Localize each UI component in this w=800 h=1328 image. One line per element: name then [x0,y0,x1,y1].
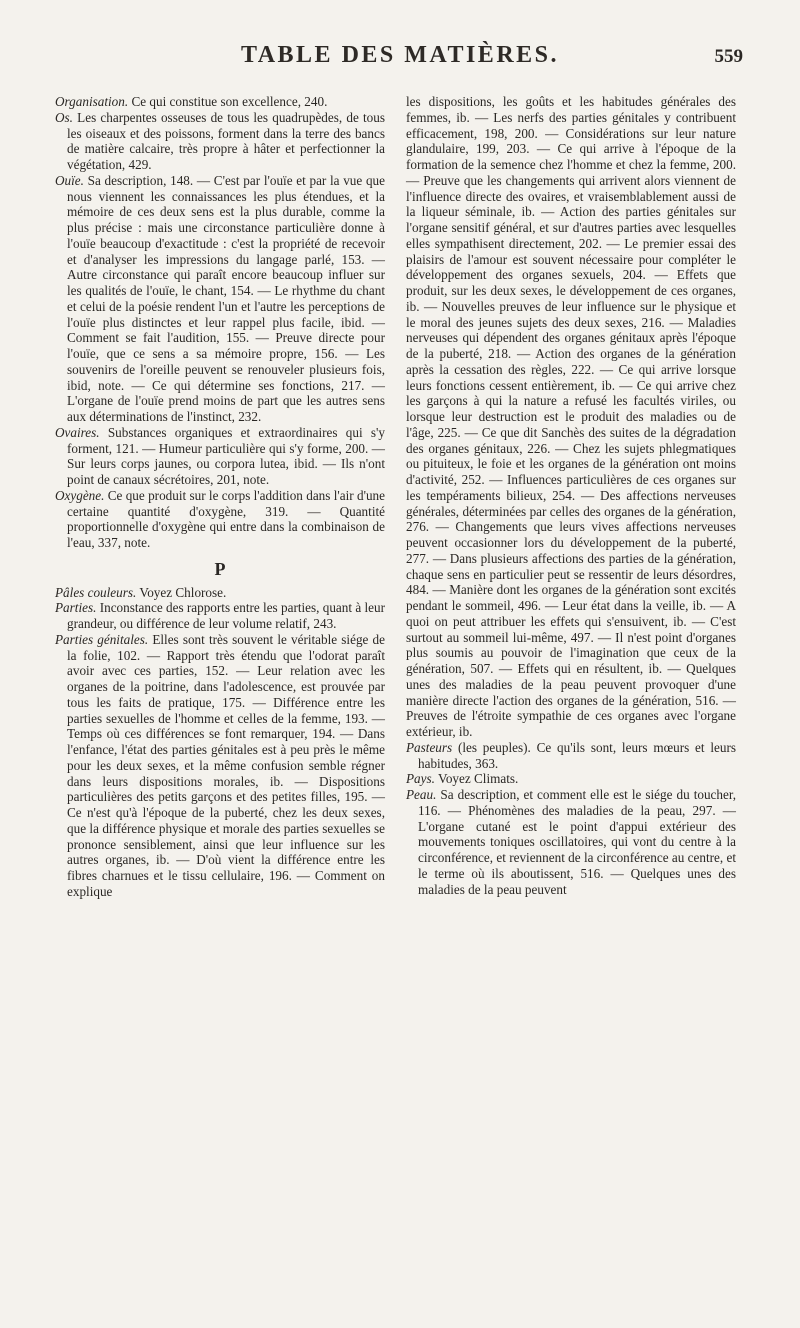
index-entry [406,787,736,897]
page-number: 559 [714,46,743,67]
entry-heading: Peau. [406,787,437,802]
index-entry [55,94,385,110]
index-entry [55,488,385,551]
index-entry [406,771,736,787]
entry-body: Inconstance des rapports entre les parties, quant à leur grandeur, ou différence de leur volume relatif, 243. [67,600,385,631]
entry-heading: Parties. [55,600,97,616]
left-column [55,94,385,900]
entry-heading: Os. [55,109,73,125]
entry-heading: Organisation. [55,94,129,109]
entry-body: Substances organiques et extraordinaires qui s'y forment, 121. — Humeur particulière qui s'y forme, 200. — Sur leurs corps jaunes, ou corpora lutea, ibid. — Ils n'ont point de canaux sécrétoires, 201, note. [67,424,385,487]
index-entry [406,740,736,772]
entry-heading: Ovaires. [55,424,100,440]
section-letter: P [214,558,226,579]
entry-body: Voyez Climats. [438,771,519,787]
entry-body: Ce qui constitue son excellence, 240. [131,94,328,109]
index-entry [55,173,385,425]
running-head: TABLE DES MATIÈRES. [240,42,559,68]
index-entry [55,632,385,900]
right-column [406,94,736,897]
entry-body: Sa description, 148. — C'est par l'ouïe et par la vue que nous viennent les connaissances les plus étendues, et la mémoire de ces deux sens est la plus durable, comme la plus précise : mais une circonstance particulière donne à l'ouïe beaucoup d'exactitude : c'est la propriété de recevoir et d'analyser les impressions du langage parlé, 153. — Autre circonstance qui paraît encore beaucoup influer sur les qualités de l'ouïe, le chant, 154. — Le rhythme du chant et celui de la poésie rendent l'un et l'autre les perceptions de l'ouïe plus distinctes et leur rappel plus facile, ibid. — Comment se fait l'audition, 155. — Preuve directe pour l'ouïe, que ce sens a sa mémoire propre, 156. — Les souvenirs de l'oreille peuvent se renouveler plusieurs fois, ibid, note. — Ce qui détermine ses fonctions, 217. — L'organe de l'ouïe prend moins de part que les autres sens aux déterminations de l'instinct, 232. [67,172,385,424]
entry-heading: Pasteurs [406,739,453,755]
entry-body: Les charpentes osseuses de tous les quadrupèdes, de tous les oiseaux et des poissons, forment dans la terre des bancs de matière calcaire, très propre à hâter et perfectionner la végétation, 429. [67,109,385,172]
entry-body: Elles sont très souvent le véritable siége de la folie, 102. — Rapport très étendu que l'odorat paraît avoir avec ces parties, 152. — Leur relation avec les organes de la poitrine, dans l'adolescence, est prouvée par tous les faits de pratique, 175. — Différence entre les parties sexuelles de l'homme et celles de la femme, 193. — Temps où ces différences se font remarquer, 194. — Dans l'enfance, l'état des parties génitales est à peu près le même pour les deux sexes, et la même confusion semble régner dans leurs dispositions morales, ib. — Dispositions particulières des petits garçons et des petites filles, 195. — Ce n'est qu'à l'époque de la puberté, chez les deux sexes, que la différence physique et morale des parties sexuelles se prononce sensiblement, ainsi que leur influence sur les autres organes, ib. — D'où vient la différence entre les fibres charnues et le tissu cellulaire, 196. — Comment on explique [67,631,385,899]
entry-continuation: les dispositions, les goûts et les habitudes générales des femmes, ib. — Les nerfs des parties génitales y contribuent efficacement, 198, 200. — Considérations sur leur nature glandulaire, 199, 203. — Ce qui arrive à l'époque de la formation de la semence chez l'homme et chez la femme, 200. — Preuve que les changements qui arrivent alors viennent de l'influence directe des ovaires, et vraisemblablement aussi de la liqueur séminale, ib. — Action des parties génitales sur l'organe sensitif général, et sur d'autres parties avec lesquelles elles sympathisent directement, 202. — Le premier essai des plaisirs de l'amour est souvent nécessaire pour compléter le développement des organes sexuels, 204. — Effets que produit, sur les deux sexes, le développement de ces organes, ib. — Nouvelles preuves de leur influence sur le physique et le moral des jeunes sujets des deux sexes, 216. — Maladies nerveuses qui dépendent des organes génitaux après l'époque de la puberté, 218. — Action des organes de la génération après la cessation des règles, 222. — Ce qui arrive lorsque leurs fonctions cessent entièrement, ib. — Ce qui arrive chez les garçons à qui la nature a refusé les facultés viriles, ou lorsque leur destruction est le produit des maladies ou de l'âge, 225. — Ce que dit Sanchès des suites de la dégradation des organes génitaux, 226. — Chez les sujets phlegmatiques ou pituiteux, le foie et les organes de la génération ont moins d'activité, 252. — Influences particulières de ces organes sur les tempéraments bilieux, 254. — Des affections nerveuses générales, déterminées par celles des organes de la génération, 276. — Changements que leurs vives affections nerveuses peuvent occasionner lors du développement de la puberté, 277. — Dans plusieurs affections des parties de la génération, chaque sens en particulier peut se ressentir de leurs désordres, 484. — Manière dont les organes de la génération sont excités pendant le sommeil, 496. — Leur état dans la veille, ib. — A quoi on peut attribuer les effets qui s'ensuivent, ib. — C'est surtout au sommeil lui-même, 497. — Il n'est point d'organes plus soumis au pouvoir de l'imagination que ceux de la génération, 507. — Effets qui en résultent, ib. — Quelques unes des maladies de la peau peuvent provoquer d'une manière directe l'action des organes de la génération, 516. — Preuves de l'étroite sympathie de ces organes avec l'organe extérieur, ib. [406,94,736,739]
index-entry [55,425,385,488]
entry-body: Voyez Chlorose. [139,584,227,600]
entry-heading: Pays. [406,771,435,787]
entry-heading: Parties génitales. [55,631,149,647]
index-entry [55,110,385,173]
index-entry [55,585,385,601]
entry-body: (les peuples). Ce qu'ils sont, leurs mœurs et leurs habitudes, 363. [418,739,737,771]
entry-body: Sa description, et comment elle est le siége du toucher, 116. — Phénomènes des maladies de la peau, 297. — L'organe cutané est le point d'appui extérieur des mouvements toniques oscillatoires, qui vont du centre à la circonférence, et reviennent de la circonférence au centre, et le terme où ils aboutissent, 516. — Quelques unes des maladies de la peau peuvent [418,787,737,897]
entry-heading: Oxygène. [55,487,105,503]
entry-body: Ce que produit sur le corps l'addition dans l'air d'une certaine quantité d'oxygène, 319. — Quantité proportionnelle d'oxygène qui entre dans la combinaison de l'eau, 337, note. [67,487,385,550]
index-entry [55,600,385,632]
entry-heading: Ouïe. [55,172,84,188]
entry-heading: Pâles couleurs. [55,584,137,600]
